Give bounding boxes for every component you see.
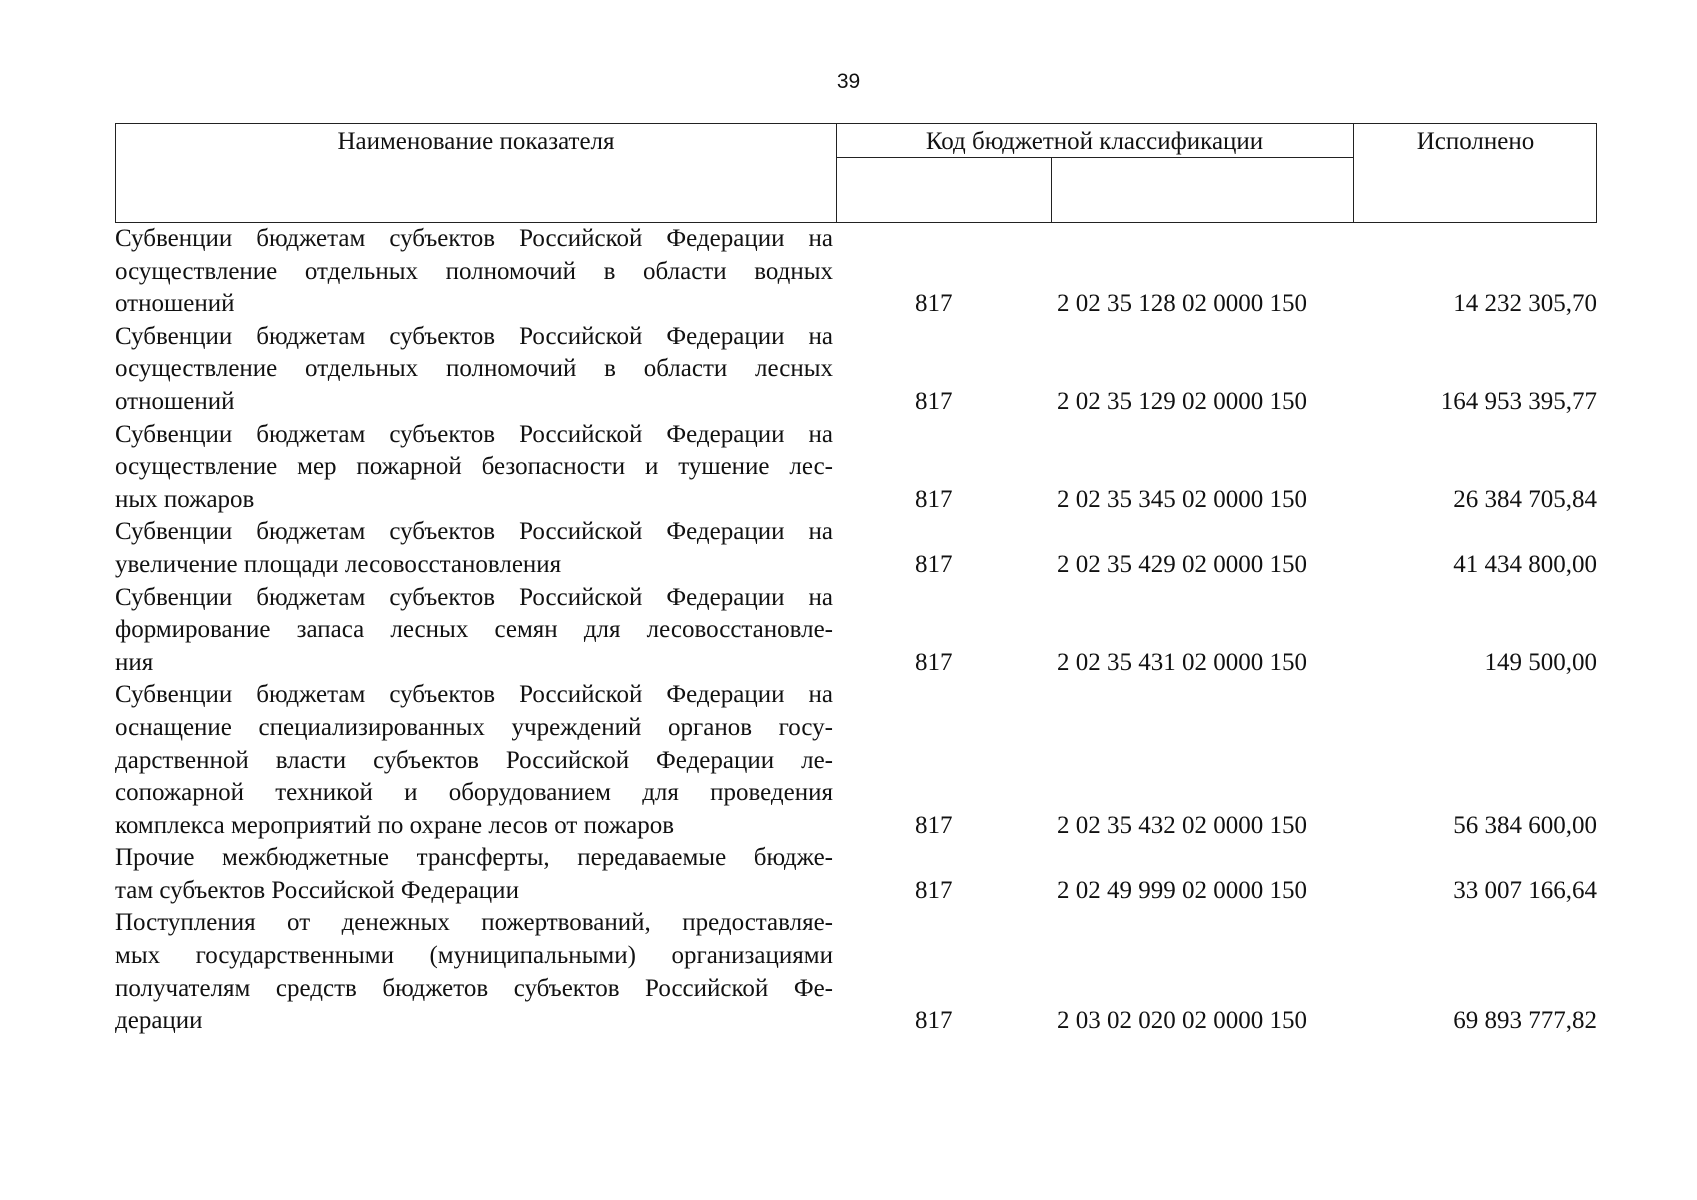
row-name: [115, 516, 833, 581]
row-name-line: комплекса мероприятий по охране лесов от пожаров: [115, 811, 674, 839]
row-name-line: Поступления от денежных пожертвований, предоставляе-: [115, 909, 833, 937]
row-admin-code: 817: [915, 876, 953, 904]
row-admin-code: 817: [915, 290, 953, 318]
row-amount: 26 384 705,84: [1453, 485, 1597, 513]
row-name-line: осуществление отдельных полномочий в области лесных: [115, 355, 833, 383]
table-row: [115, 223, 1597, 321]
row-name: [115, 907, 833, 1037]
row-amount: 56 384 600,00: [1453, 811, 1597, 839]
row-name-line: осуществление мер пожарной безопасности и тушение лес-: [115, 453, 833, 481]
header-code: Код бюджетной классификации: [925, 128, 1264, 155]
row-admin-code: 817: [915, 1007, 953, 1035]
row-name-line: получателям средств бюджетов субъектов Российской Фе-: [115, 974, 833, 1002]
row-name-line: отношений: [115, 387, 235, 415]
row-name-line: Субвенции бюджетам субъектов Российской Федерации на: [115, 681, 833, 709]
row-name-line: увеличение площади лесовосстановления: [115, 550, 562, 578]
row-name-line: дерации: [115, 1007, 203, 1035]
row-name-line: осуществление отдельных полномочий в области водных: [115, 257, 833, 285]
row-name: [115, 223, 833, 321]
header-divider-sub: [1051, 157, 1052, 222]
row-amount: 69 893 777,82: [1453, 1007, 1597, 1035]
row-admin-code: 817: [915, 485, 953, 513]
row-amount: 164 953 395,77: [1440, 387, 1597, 415]
row-budget-code: 2 02 35 432 02 0000 150: [1057, 811, 1307, 839]
row-name: [115, 679, 833, 842]
row-name-line: мых государственными (муниципальными) организациями: [115, 942, 833, 970]
table-row: [115, 582, 1597, 680]
row-name-line: там субъектов Российской Федерации: [115, 876, 519, 904]
row-name: [115, 842, 833, 907]
row-name-line: Субвенции бюджетам субъектов Российской Федерации на: [115, 225, 833, 252]
row-name-line: формирование запаса лесных семян для лесовосстановле-: [115, 616, 833, 644]
row-admin-code: 817: [915, 550, 953, 578]
row-amount: 149 500,00: [1484, 648, 1597, 676]
row-name-line: отношений: [115, 290, 235, 318]
table-row: [115, 321, 1597, 419]
row-budget-code: 2 02 35 129 02 0000 150: [1057, 387, 1307, 415]
row-name: [115, 582, 833, 680]
row-name-line: ния: [115, 648, 154, 676]
row-admin-code: 817: [915, 648, 953, 676]
row-name-line: Субвенции бюджетам субъектов Российской Федерации на: [115, 518, 833, 546]
header-name: Наименование показателя: [337, 128, 615, 155]
row-amount: 33 007 166,64: [1453, 876, 1597, 904]
row-name-line: ных пожаров: [115, 485, 255, 513]
row-name: [115, 321, 833, 419]
table-row: [115, 516, 1597, 581]
header-code-underline: [836, 157, 1353, 158]
row-amount: 14 232 305,70: [1453, 290, 1597, 318]
table-row: [115, 907, 1597, 1037]
row-admin-code: 817: [915, 811, 953, 839]
row-budget-code: 2 02 35 345 02 0000 150: [1057, 485, 1307, 513]
row-budget-code: 2 02 35 429 02 0000 150: [1057, 550, 1307, 578]
header-executed: Исполнено: [1416, 128, 1535, 155]
row-name-line: Субвенции бюджетам субъектов Российской Федерации на: [115, 583, 833, 611]
row-budget-code: 2 02 49 999 02 0000 150: [1057, 876, 1307, 904]
row-budget-code: 2 02 35 431 02 0000 150: [1057, 648, 1307, 676]
row-name-line: Субвенции бюджетам субъектов Российской Федерации на: [115, 322, 833, 350]
row-name-line: Субвенции бюджетам субъектов Российской Федерации на: [115, 420, 833, 448]
row-admin-code: 817: [915, 387, 953, 415]
row-name-line: оснащение специализированных учреждений органов госу-: [115, 713, 833, 741]
table-row: [115, 679, 1597, 842]
row-name-line: Прочие межбюджетные трансферты, передаваемые бюдже-: [115, 844, 833, 872]
table-header: [115, 123, 1597, 223]
row-name: [115, 419, 833, 517]
row-name-line: сопожарной техникой и оборудованием для проведения: [115, 779, 833, 807]
page-number: 39: [836, 70, 861, 93]
row-name-line: дарственной власти субъектов Российской Федерации ле-: [115, 746, 833, 774]
table-row: [115, 419, 1597, 517]
table-body: [115, 223, 1597, 1038]
row-amount: 41 434 800,00: [1453, 550, 1597, 578]
row-budget-code: 2 02 35 128 02 0000 150: [1057, 290, 1307, 318]
row-budget-code: 2 03 02 020 02 0000 150: [1057, 1007, 1307, 1035]
table-row: [115, 842, 1597, 907]
